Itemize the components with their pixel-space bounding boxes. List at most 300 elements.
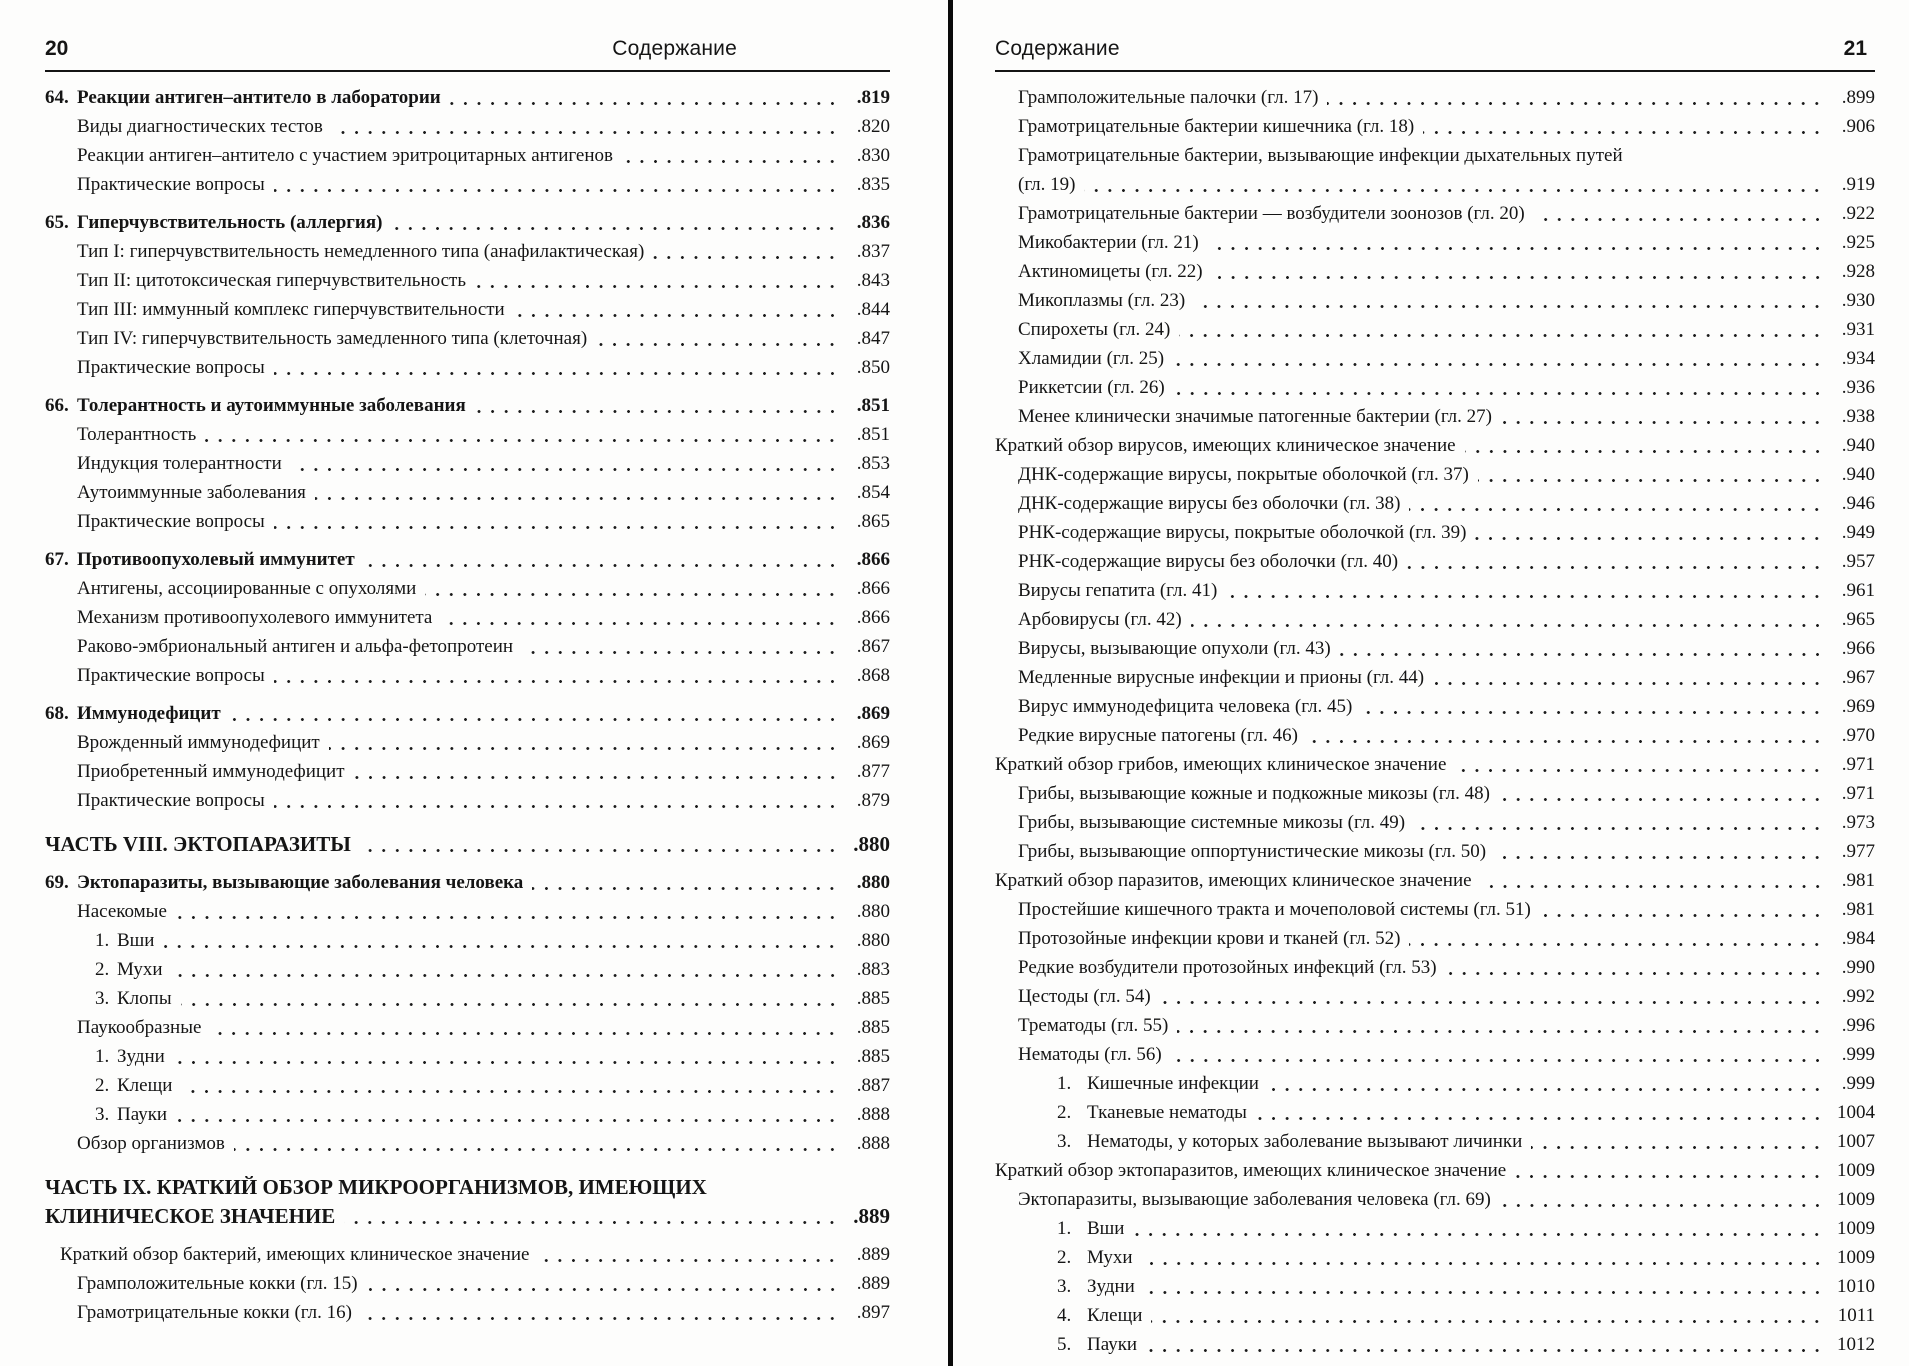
toc-entry: [995, 1127, 1875, 1156]
page-number-ref: .853: [856, 453, 890, 474]
entry-title: Медленные вирусные инфекции и прионы (гл. 44): [1018, 667, 1425, 688]
toc-entry: [45, 237, 890, 266]
page-number-ref: .957: [1841, 551, 1875, 572]
entry-number: 5.: [1057, 1334, 1072, 1355]
page-number-ref: .843: [856, 270, 890, 291]
toc-entry: [995, 315, 1875, 344]
dot-leader: [1410, 808, 1825, 837]
page-number-ref: .837: [856, 241, 890, 262]
page-number-ref: .889: [853, 1204, 890, 1228]
entry-number: 1.: [1057, 1073, 1072, 1094]
toc-entry: [45, 728, 890, 757]
dot-leader: [172, 1100, 840, 1129]
entry-title: Пауки: [117, 1104, 168, 1125]
entry-number: 69.: [45, 872, 69, 893]
dot-leader: [1471, 518, 1825, 547]
entry-title: Вши: [117, 930, 155, 951]
toc-entry: [995, 1272, 1875, 1301]
entry-title: Мухи: [1087, 1247, 1133, 1268]
entry-title: (гл. 19): [1018, 174, 1076, 195]
toc-entry: [45, 266, 890, 295]
page-number: 21: [1843, 37, 1867, 60]
page-number-ref: 1009: [1837, 1247, 1875, 1268]
entry-title: Зудни: [117, 1046, 165, 1067]
dot-leader: [230, 1129, 840, 1158]
toc-entry: [45, 545, 890, 574]
entry-number: 2.: [95, 1075, 110, 1096]
dot-leader: [201, 420, 840, 449]
toc-entry: [45, 449, 890, 478]
entry-title: Клопы: [117, 988, 172, 1009]
toc-entry: [45, 295, 890, 324]
dot-leader: [357, 1298, 840, 1327]
entry-title: Актиномицеты (гл. 22): [1018, 261, 1203, 282]
entry-title: Реакции антиген–антитело с участием эритроцитарных антигенов: [77, 145, 613, 166]
toc-entry: [995, 286, 1875, 315]
page-number-ref: .888: [856, 1133, 890, 1154]
dot-leader: [1129, 1214, 1825, 1243]
page-number-ref: .851: [856, 424, 890, 445]
entry-title: Спирохеты (гл. 24): [1018, 319, 1171, 340]
toc-entry: [995, 373, 1875, 402]
toc-entry: [995, 141, 1875, 170]
entry-number: 1.: [1057, 1218, 1072, 1239]
page-number: 20: [45, 37, 69, 60]
entry-title: РНК-содержащие вирусы без оболочки (гл. 40): [1018, 551, 1399, 572]
page-number-ref: .899: [1841, 87, 1875, 108]
page-number-ref: .889: [856, 1244, 890, 1265]
dot-leader: [270, 170, 840, 199]
dot-leader: [1169, 344, 1825, 373]
page-number-ref: .981: [1841, 899, 1875, 920]
page-number-ref: .992: [1841, 986, 1875, 1007]
page-number-ref: .996: [1841, 1015, 1875, 1036]
left-running-head: [45, 30, 890, 72]
right-page: [995, 30, 1875, 1359]
entry-title: Врожденный иммунодефицит: [77, 732, 320, 753]
page-number-ref: .830: [856, 145, 890, 166]
toc-entry: [995, 112, 1875, 141]
toc-entry: [995, 489, 1875, 518]
toc-list-right: [995, 83, 1875, 1359]
page-number-ref: .999: [1841, 1073, 1875, 1094]
toc-entry: [45, 897, 890, 926]
page-number-ref: .885: [856, 1017, 890, 1038]
page-number-ref: .897: [856, 1302, 890, 1323]
entry-title: ЧАСТЬ IX. КРАТКИЙ ОБЗОР МИКРООРГАНИЗМОВ, ИМЕЮЩИХ: [45, 1175, 707, 1199]
dot-leader: [534, 1240, 840, 1269]
page-number-ref: .867: [856, 636, 890, 657]
dot-leader: [1429, 663, 1825, 692]
entry-title: Краткий обзор вирусов, имеющих клиническое значение: [995, 435, 1456, 456]
dot-leader: [518, 632, 840, 661]
dot-leader: [1170, 373, 1825, 402]
page-number-ref: 1012: [1837, 1334, 1875, 1355]
dot-leader: [1140, 1272, 1825, 1301]
page-number-ref: .940: [1841, 435, 1875, 456]
entry-title: Вирусы, вызывающие опухоли (гл. 43): [1018, 638, 1331, 659]
page-number-ref: .866: [856, 549, 890, 570]
page-number-ref: .965: [1841, 609, 1875, 630]
dot-leader: [1142, 1330, 1825, 1359]
page-number-ref: .971: [1841, 783, 1875, 804]
page-number-ref: .854: [856, 482, 890, 503]
dot-leader: [387, 208, 840, 237]
toc-entry: [995, 1330, 1875, 1359]
toc-entry: [995, 837, 1875, 866]
toc-entry: [45, 478, 890, 507]
page-number-ref: .934: [1841, 348, 1875, 369]
page-number-ref: .966: [1841, 638, 1875, 659]
entry-title: Практические вопросы: [77, 357, 265, 378]
entry-title: Вирус иммунодефицита человека (гл. 45): [1018, 696, 1353, 717]
toc-entry: [45, 353, 890, 382]
entry-title: Вирусы гепатита (гл. 41): [1018, 580, 1218, 601]
toc-entry: [995, 982, 1875, 1011]
page-number-ref: .889: [856, 1273, 890, 1294]
dot-leader: [226, 699, 840, 728]
dot-leader: [1527, 1127, 1825, 1156]
entry-title: Индукция толерантности: [77, 453, 282, 474]
toc-entry: [45, 391, 890, 420]
dot-leader: [363, 1269, 840, 1298]
toc-entry: [995, 953, 1875, 982]
toc-entry: [995, 344, 1875, 373]
entry-number: 2.: [1057, 1247, 1072, 1268]
entry-title: Эктопаразиты, вызывающие заболевания человека (гл. 69): [1018, 1189, 1491, 1210]
toc-entry: [45, 170, 890, 199]
dot-leader: [1336, 634, 1825, 663]
page-number-ref: .877: [856, 761, 890, 782]
toc-entry: [45, 1013, 890, 1042]
page-number-ref: .981: [1841, 870, 1875, 891]
toc-entry: [995, 1069, 1875, 1098]
toc-entry: [995, 547, 1875, 576]
dot-leader: [1405, 924, 1825, 953]
entry-title: Краткий обзор бактерий, имеющих клиническое значение: [60, 1244, 530, 1265]
dot-leader: [1080, 170, 1825, 199]
page-number-ref: .885: [856, 1046, 890, 1067]
toc-entry: [45, 83, 890, 112]
page-number-ref: .836: [856, 212, 890, 233]
entry-title: КЛИНИЧЕСКОЕ ЗНАЧЕНИЕ: [45, 1204, 336, 1228]
dot-leader: [446, 83, 840, 112]
toc-entry: [995, 1301, 1875, 1330]
toc-entry: [45, 1071, 890, 1100]
toc-entry: [45, 984, 890, 1013]
entry-title: Эктопаразиты, вызывающие заболевания человека: [77, 872, 524, 893]
entry-title: Обзор организмов: [77, 1133, 225, 1154]
page-number-ref: .835: [856, 174, 890, 195]
dot-leader: [592, 324, 840, 353]
toc-entry: [995, 402, 1875, 431]
dot-leader: [1536, 895, 1825, 924]
toc-list-left: [45, 83, 890, 1327]
entry-title: Гиперчувствительность (аллергия): [77, 212, 383, 233]
dot-leader: [1451, 750, 1825, 779]
dot-leader: [1222, 576, 1825, 605]
entry-number: 2.: [1057, 1102, 1072, 1123]
page-number-ref: .949: [1841, 522, 1875, 543]
dot-leader: [356, 830, 840, 859]
entry-title: ДНК-содержащие вирусы без оболочки (гл. 38): [1018, 493, 1401, 514]
entry-title: Клещи: [1087, 1305, 1143, 1326]
page-number-ref: .906: [1841, 116, 1875, 137]
toc-entry: [45, 1269, 890, 1298]
entry-title: Арбовирусы (гл. 42): [1018, 609, 1182, 630]
entry-title: Виды диагностических тестов: [77, 116, 323, 137]
dot-leader: [1511, 1156, 1825, 1185]
toc-entry: [45, 574, 890, 603]
entry-title: Менее клинически значимые патогенные бактерии (гл. 27): [1018, 406, 1492, 427]
entry-title: Раково-эмбриональный антиген и альфа-фетопротеин: [77, 636, 514, 657]
contents-title: Содержание: [995, 37, 1120, 60]
toc-entry: [45, 603, 890, 632]
dot-leader: [471, 266, 840, 295]
entry-number: 3.: [1057, 1276, 1072, 1297]
entry-title: Антигены, ассоциированные с опухолями: [77, 578, 417, 599]
entry-number: 67.: [45, 549, 69, 570]
dot-leader: [1323, 83, 1825, 112]
entry-title: Кишечные инфекции: [1087, 1073, 1259, 1094]
toc-entry: [45, 1298, 890, 1327]
page-number-ref: .984: [1841, 928, 1875, 949]
dot-leader: [350, 757, 840, 786]
dot-leader: [471, 391, 840, 420]
toc-entry: [995, 663, 1875, 692]
entry-title: Толерантность и аутоиммунные заболевания: [77, 395, 466, 416]
entry-number: 65.: [45, 212, 69, 233]
contents-title: Содержание: [612, 37, 737, 60]
entry-number: 1.: [95, 930, 110, 951]
toc-entry: [45, 112, 890, 141]
page-number-ref: .969: [1841, 696, 1875, 717]
page-number-ref: .819: [856, 87, 890, 108]
dot-leader: [177, 1071, 840, 1100]
entry-number: 1.: [95, 1046, 110, 1067]
entry-number: 64.: [45, 87, 69, 108]
dot-leader: [340, 1202, 840, 1231]
dot-leader: [168, 955, 840, 984]
dot-leader: [1173, 1011, 1825, 1040]
entry-title: Тип I: гиперчувствительность немедленного типа (анафилактическая): [77, 241, 645, 262]
entry-title: Клещи: [117, 1075, 173, 1096]
page-number-ref: 1009: [1837, 1218, 1875, 1239]
dot-leader: [1495, 779, 1825, 808]
toc-entry: [45, 1100, 890, 1129]
toc-entry: [995, 1098, 1875, 1127]
dot-leader: [618, 141, 840, 170]
toc-entry: [45, 507, 890, 536]
entry-title: Реакции антиген–антитело в лаборатории: [77, 87, 441, 108]
entry-title: Противоопухолевый иммунитет: [77, 549, 355, 570]
entry-title: Тип II: цитотоксическая гиперчувствительность: [77, 270, 467, 291]
page-number-ref: 1004: [1837, 1102, 1875, 1123]
toc-entry: [995, 518, 1875, 547]
page-number-ref: .880: [853, 832, 890, 856]
page-number-ref: .880: [856, 901, 890, 922]
entry-number: 3.: [95, 1104, 110, 1125]
entry-title: Микоплазмы (гл. 23): [1018, 290, 1186, 311]
toc-entry: [45, 955, 890, 984]
dot-leader: [206, 1013, 840, 1042]
toc-entry: [995, 692, 1875, 721]
dot-leader: [1491, 837, 1825, 866]
toc-entry: [995, 83, 1875, 112]
dot-leader: [311, 478, 840, 507]
toc-entry: [45, 699, 890, 728]
page-number-ref: .869: [856, 703, 890, 724]
dot-leader: [1419, 112, 1825, 141]
toc-entry: [45, 1173, 890, 1202]
page-number-ref: 1009: [1837, 1160, 1875, 1181]
dot-leader: [170, 1042, 840, 1071]
toc-entry: [995, 721, 1875, 750]
toc-entry: [995, 750, 1875, 779]
dot-leader: [287, 449, 840, 478]
dot-leader: [159, 926, 840, 955]
toc-entry: [995, 228, 1875, 257]
dot-leader: [1175, 315, 1825, 344]
page-number-ref: .868: [856, 665, 890, 686]
dot-leader: [270, 661, 840, 690]
entry-title: Краткий обзор паразитов, имеющих клиническое значение: [995, 870, 1472, 891]
dot-leader: [1474, 460, 1825, 489]
dot-leader: [1138, 1243, 1825, 1272]
page-number-ref: 1010: [1837, 1276, 1875, 1297]
dot-leader: [325, 728, 840, 757]
dot-leader: [421, 574, 840, 603]
toc-entry: [995, 1011, 1875, 1040]
page-number-ref: .820: [856, 116, 890, 137]
dot-leader: [1357, 692, 1825, 721]
toc-entry: [995, 634, 1875, 663]
dot-leader: [528, 868, 840, 897]
entry-number: 3.: [1057, 1131, 1072, 1152]
page-number-ref: .844: [856, 299, 890, 320]
toc-entry: [45, 208, 890, 237]
entry-title: Редкие вирусные патогены (гл. 46): [1018, 725, 1298, 746]
dot-leader: [328, 112, 840, 141]
toc-entry: [995, 808, 1875, 837]
left-page: [45, 30, 890, 1327]
page-number-ref: .938: [1841, 406, 1875, 427]
entry-title: Практические вопросы: [77, 174, 265, 195]
entry-title: РНК-содержащие вирусы, покрытые оболочкой (гл. 39): [1018, 522, 1467, 543]
entry-number: 66.: [45, 395, 69, 416]
toc-entry: [45, 1042, 890, 1071]
page-number-ref: .866: [856, 607, 890, 628]
toc-entry: [45, 420, 890, 449]
entry-number: 2.: [95, 959, 110, 980]
page-number-ref: .971: [1841, 754, 1875, 775]
entry-title: Грамотрицательные бактерии — возбудители зоонозов (гл. 20): [1018, 203, 1525, 224]
page-number-ref: .961: [1841, 580, 1875, 601]
dot-leader: [270, 786, 840, 815]
toc-entry: [995, 1156, 1875, 1185]
dot-leader: [1252, 1098, 1825, 1127]
entry-title: Хламидии (гл. 25): [1018, 348, 1165, 369]
page-number-ref: .931: [1841, 319, 1875, 340]
entry-number: 68.: [45, 703, 69, 724]
page-number-ref: .922: [1841, 203, 1875, 224]
dot-leader: [1497, 402, 1825, 431]
entry-title: Протозойные инфекции крови и тканей (гл. 52): [1018, 928, 1401, 949]
toc-entry: [45, 868, 890, 897]
dot-leader: [172, 897, 840, 926]
entry-title: Иммунодефицит: [77, 703, 221, 724]
entry-number: 3.: [95, 988, 110, 1009]
dot-leader: [1461, 431, 1825, 460]
page-number-ref: .880: [856, 872, 890, 893]
page-number-ref: 1009: [1837, 1189, 1875, 1210]
dot-leader: [1403, 547, 1825, 576]
toc-entry: [995, 431, 1875, 460]
toc-entry: [995, 199, 1875, 228]
page-number-ref: .973: [1841, 812, 1875, 833]
entry-title: Нематоды, у которых заболевание вызывают личинки: [1087, 1131, 1523, 1152]
dot-leader: [1156, 982, 1825, 1011]
page-number-ref: .930: [1841, 290, 1875, 311]
toc-entry: [995, 170, 1875, 199]
toc-entry: [45, 632, 890, 661]
dot-leader: [437, 603, 840, 632]
page-number-ref: .977: [1841, 841, 1875, 862]
entry-title: Тип III: иммунный комплекс гиперчувствительности: [77, 299, 505, 320]
entry-title: Зудни: [1087, 1276, 1135, 1297]
entry-title: Грибы, вызывающие оппортунистические микозы (гл. 50): [1018, 841, 1487, 862]
page-number-ref: .850: [856, 357, 890, 378]
toc-entry: [995, 576, 1875, 605]
dot-leader: [1190, 286, 1825, 315]
page-number-ref: .866: [856, 578, 890, 599]
toc-entry: [995, 866, 1875, 895]
entry-number: 4.: [1057, 1305, 1072, 1326]
page-number-ref: .940: [1841, 464, 1875, 485]
entry-title: Вши: [1087, 1218, 1125, 1239]
toc-entry: [45, 830, 890, 859]
toc-entry: [995, 1040, 1875, 1069]
page-number-ref: .869: [856, 732, 890, 753]
page-number-ref: .967: [1841, 667, 1875, 688]
page-number-ref: .946: [1841, 493, 1875, 514]
page-number-ref: .928: [1841, 261, 1875, 282]
dot-leader: [1167, 1040, 1825, 1069]
page-number-ref: .880: [856, 930, 890, 951]
page-number-ref: 1011: [1837, 1305, 1875, 1326]
entry-title: Толерантность: [77, 424, 197, 445]
entry-title: Риккетсии (гл. 26): [1018, 377, 1165, 398]
entry-title: Тип IV: гиперчувствительность замедленного типа (клеточная): [77, 328, 588, 349]
page-number-ref: .885: [856, 988, 890, 1009]
page-number-ref: .883: [856, 959, 890, 980]
page-number-ref: .990: [1841, 957, 1875, 978]
dot-leader: [270, 507, 840, 536]
entry-title: Тканевые нематоды: [1087, 1102, 1247, 1123]
dot-leader: [1187, 605, 1825, 634]
dot-leader: [1147, 1301, 1825, 1330]
toc-entry: [995, 924, 1875, 953]
page-number-ref: .925: [1841, 232, 1875, 253]
toc-entry: [995, 779, 1875, 808]
entry-title: Практические вопросы: [77, 511, 265, 532]
toc-entry: [995, 895, 1875, 924]
page-number-ref: .879: [856, 790, 890, 811]
dot-leader: [1477, 866, 1825, 895]
right-running-head: [995, 30, 1875, 72]
dot-leader: [270, 353, 840, 382]
entry-title: Паукообразные: [77, 1017, 202, 1038]
